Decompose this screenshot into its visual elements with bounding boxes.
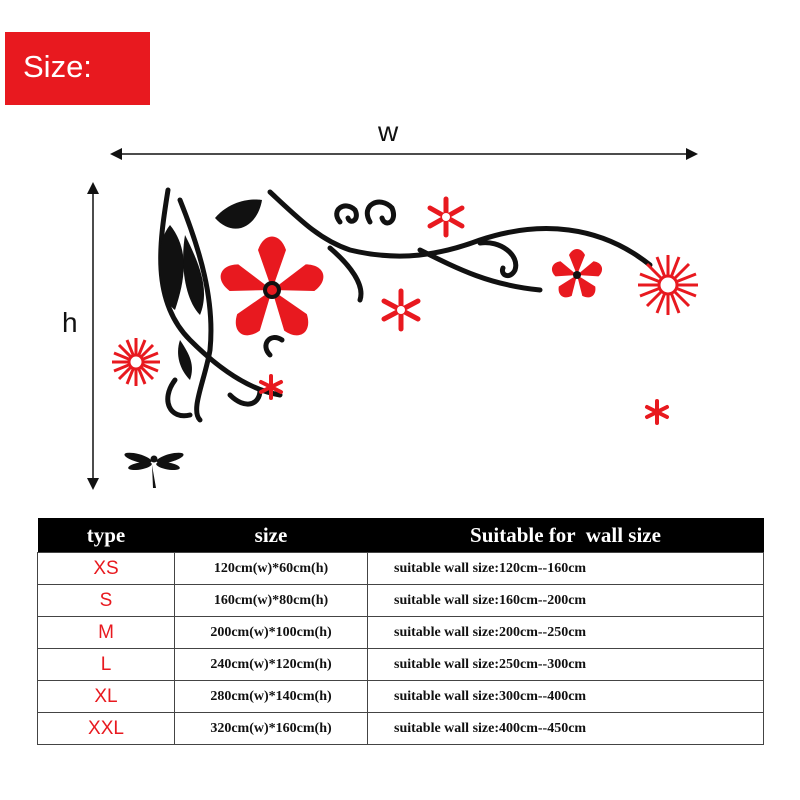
wall-size-cell: suitable wall size:300cm--400cm — [368, 681, 764, 713]
height-label: h — [62, 307, 78, 338]
wall-size-cell: suitable wall size:250cm--300cm — [368, 649, 764, 681]
size-cell: 200cm(w)*100cm(h) — [175, 617, 368, 649]
table-header-row — [38, 518, 764, 553]
star-flower-icon — [647, 401, 667, 423]
size-cell: 320cm(w)*160cm(h) — [175, 713, 368, 745]
type-cell: L — [38, 649, 175, 681]
wall-size-cell: suitable wall size:120cm--160cm — [368, 553, 764, 585]
size-cell: 120cm(w)*60cm(h) — [175, 553, 368, 585]
type-cell: M — [38, 617, 175, 649]
size-table-wrapper — [37, 518, 763, 745]
table-row — [38, 585, 764, 617]
wall-size-cell: suitable wall size:200cm--250cm — [368, 617, 764, 649]
star-flower-icon — [430, 199, 462, 235]
size-cell: 160cm(w)*80cm(h) — [175, 585, 368, 617]
table-row — [38, 617, 764, 649]
size-title-badge: Size: — [5, 32, 150, 105]
sunflower-icon — [638, 255, 698, 315]
type-cell: XL — [38, 681, 175, 713]
star-flower-icon — [384, 291, 418, 329]
wall-size-cell: suitable wall size:160cm--200cm — [368, 585, 764, 617]
table-row — [38, 649, 764, 681]
header-wall-size: Suitable for wall size — [368, 518, 764, 553]
type-cell: S — [38, 585, 175, 617]
width-label: w — [378, 116, 399, 147]
dragonfly-icon — [123, 451, 184, 488]
type-cell: XXL — [38, 713, 175, 745]
table-row — [38, 681, 764, 713]
size-cell: 240cm(w)*120cm(h) — [175, 649, 368, 681]
table-row — [38, 553, 764, 585]
wall-size-cell: suitable wall size:400cm--450cm — [368, 713, 764, 745]
flower-icon — [217, 237, 327, 342]
size-cell: 280cm(w)*140cm(h) — [175, 681, 368, 713]
type-cell: XS — [38, 553, 175, 585]
size-table — [37, 518, 764, 745]
table-row — [38, 713, 764, 745]
header-type: type — [38, 518, 175, 553]
sunflower-icon — [112, 338, 160, 386]
flower-icon — [550, 249, 604, 301]
header-size: size — [175, 518, 368, 553]
